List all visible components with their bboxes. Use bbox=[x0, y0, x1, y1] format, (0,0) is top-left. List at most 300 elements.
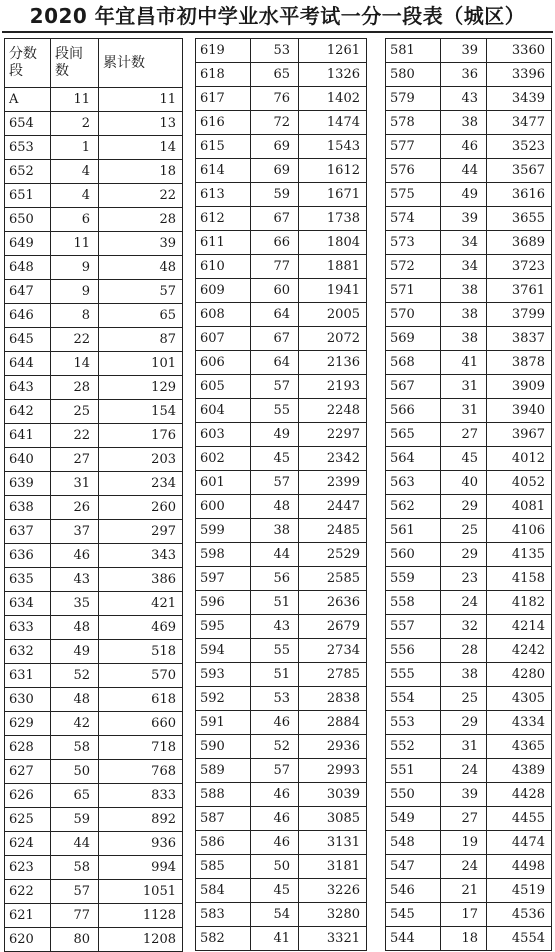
score-cell: 621 bbox=[5, 904, 51, 928]
table-row bbox=[5, 544, 183, 568]
cumulative-cell: 618 bbox=[99, 688, 183, 712]
table-row bbox=[386, 807, 552, 831]
score-cell: 548 bbox=[386, 831, 441, 855]
cumulative-cell: 4455 bbox=[487, 807, 552, 831]
count-cell: 46 bbox=[251, 807, 299, 831]
cumulative-cell: 39 bbox=[99, 232, 183, 256]
table-row bbox=[5, 88, 183, 112]
table-row bbox=[5, 832, 183, 856]
cumulative-cell: 570 bbox=[99, 664, 183, 688]
count-cell: 29 bbox=[441, 543, 487, 567]
cumulative-cell: 2679 bbox=[299, 615, 367, 639]
table-row bbox=[386, 783, 552, 807]
count-cell: 46 bbox=[51, 544, 99, 568]
count-cell: 11 bbox=[51, 232, 99, 256]
table-header-row bbox=[5, 39, 183, 88]
score-cell: 576 bbox=[386, 159, 441, 183]
score-cell: 562 bbox=[386, 495, 441, 519]
cumulative-cell: 518 bbox=[99, 640, 183, 664]
score-cell: 550 bbox=[386, 783, 441, 807]
table-row bbox=[196, 135, 367, 159]
count-cell: 37 bbox=[51, 520, 99, 544]
count-cell: 21 bbox=[441, 879, 487, 903]
cumulative-cell: 28 bbox=[99, 208, 183, 232]
score-cell: 579 bbox=[386, 87, 441, 111]
cumulative-cell: 768 bbox=[99, 760, 183, 784]
score-cell: 620 bbox=[5, 928, 51, 952]
score-cell: 599 bbox=[196, 519, 251, 543]
table-row bbox=[5, 496, 183, 520]
table-row bbox=[386, 279, 552, 303]
cumulative-cell: 3909 bbox=[487, 375, 552, 399]
table-row bbox=[5, 376, 183, 400]
table-row bbox=[386, 207, 552, 231]
table-row bbox=[386, 375, 552, 399]
cumulative-cell: 994 bbox=[99, 856, 183, 880]
cumulative-cell: 2838 bbox=[299, 687, 367, 711]
score-cell: 582 bbox=[196, 927, 251, 951]
table-row bbox=[5, 112, 183, 136]
cumulative-cell: 297 bbox=[99, 520, 183, 544]
cumulative-cell: 2399 bbox=[299, 471, 367, 495]
cumulative-cell: 3761 bbox=[487, 279, 552, 303]
table-row bbox=[196, 87, 367, 111]
table-row bbox=[386, 255, 552, 279]
count-cell: 32 bbox=[441, 615, 487, 639]
cumulative-cell: 3280 bbox=[299, 903, 367, 927]
score-cell: 564 bbox=[386, 447, 441, 471]
table-row bbox=[196, 807, 367, 831]
cumulative-cell: 892 bbox=[99, 808, 183, 832]
header-score: 分数段 bbox=[5, 39, 51, 88]
count-cell: 46 bbox=[251, 783, 299, 807]
score-cell: 594 bbox=[196, 639, 251, 663]
cumulative-cell: 234 bbox=[99, 472, 183, 496]
table-row bbox=[5, 736, 183, 760]
count-cell: 4 bbox=[51, 184, 99, 208]
table-row bbox=[196, 543, 367, 567]
cumulative-cell: 2072 bbox=[299, 327, 367, 351]
score-cell: 585 bbox=[196, 855, 251, 879]
cumulative-cell: 2485 bbox=[299, 519, 367, 543]
table-row bbox=[196, 39, 367, 63]
count-cell: 60 bbox=[251, 279, 299, 303]
score-cell: 627 bbox=[5, 760, 51, 784]
count-cell: 43 bbox=[441, 87, 487, 111]
score-cell: 571 bbox=[386, 279, 441, 303]
table-row bbox=[5, 760, 183, 784]
score-cell: 588 bbox=[196, 783, 251, 807]
count-cell: 59 bbox=[251, 183, 299, 207]
cumulative-cell: 1941 bbox=[299, 279, 367, 303]
score-cell: 597 bbox=[196, 567, 251, 591]
score-cell: 584 bbox=[196, 879, 251, 903]
count-cell: 58 bbox=[51, 736, 99, 760]
score-cell: 630 bbox=[5, 688, 51, 712]
score-cell: 623 bbox=[5, 856, 51, 880]
count-cell: 39 bbox=[441, 39, 487, 63]
score-cell: 639 bbox=[5, 472, 51, 496]
count-cell: 53 bbox=[251, 39, 299, 63]
table-row bbox=[386, 159, 552, 183]
table-row bbox=[196, 327, 367, 351]
cumulative-cell: 3940 bbox=[487, 399, 552, 423]
table-row bbox=[5, 160, 183, 184]
score-cell: 591 bbox=[196, 711, 251, 735]
score-cell: 626 bbox=[5, 784, 51, 808]
count-cell: 50 bbox=[51, 760, 99, 784]
cumulative-cell: 3799 bbox=[487, 303, 552, 327]
count-cell: 76 bbox=[251, 87, 299, 111]
table-row bbox=[5, 448, 183, 472]
score-cell: 637 bbox=[5, 520, 51, 544]
cumulative-cell: 4012 bbox=[487, 447, 552, 471]
cumulative-cell: 176 bbox=[99, 424, 183, 448]
table-row bbox=[196, 831, 367, 855]
cumulative-cell: 4182 bbox=[487, 591, 552, 615]
count-cell: 25 bbox=[441, 687, 487, 711]
table-row bbox=[386, 663, 552, 687]
cumulative-cell: 2785 bbox=[299, 663, 367, 687]
count-cell: 24 bbox=[441, 759, 487, 783]
table-row bbox=[196, 471, 367, 495]
table-row bbox=[386, 183, 552, 207]
score-cell: 593 bbox=[196, 663, 251, 687]
cumulative-cell: 4554 bbox=[487, 927, 552, 951]
cumulative-cell: 4158 bbox=[487, 567, 552, 591]
score-cell: 569 bbox=[386, 327, 441, 351]
score-cell: 583 bbox=[196, 903, 251, 927]
table-row bbox=[196, 567, 367, 591]
score-cell: 619 bbox=[196, 39, 251, 63]
cumulative-cell: 2936 bbox=[299, 735, 367, 759]
count-cell: 31 bbox=[441, 735, 487, 759]
score-cell: 567 bbox=[386, 375, 441, 399]
table-row bbox=[5, 208, 183, 232]
cumulative-cell: 14 bbox=[99, 136, 183, 160]
cumulative-cell: 18 bbox=[99, 160, 183, 184]
score-cell: 575 bbox=[386, 183, 441, 207]
table-row bbox=[5, 856, 183, 880]
score-cell: 654 bbox=[5, 112, 51, 136]
score-cell: 642 bbox=[5, 400, 51, 424]
count-cell: 64 bbox=[251, 303, 299, 327]
score-cell: 604 bbox=[196, 399, 251, 423]
score-cell: 610 bbox=[196, 255, 251, 279]
cumulative-cell: 1612 bbox=[299, 159, 367, 183]
table-row bbox=[386, 231, 552, 255]
count-cell: 38 bbox=[441, 663, 487, 687]
score-cell: 633 bbox=[5, 616, 51, 640]
count-cell: 6 bbox=[51, 208, 99, 232]
score-cell: 643 bbox=[5, 376, 51, 400]
score-cell: 573 bbox=[386, 231, 441, 255]
table-row bbox=[5, 808, 183, 832]
score-cell: 629 bbox=[5, 712, 51, 736]
cumulative-cell: 3878 bbox=[487, 351, 552, 375]
count-cell: 31 bbox=[441, 375, 487, 399]
count-cell: 46 bbox=[251, 711, 299, 735]
score-cell: 592 bbox=[196, 687, 251, 711]
table-row bbox=[196, 687, 367, 711]
table-row bbox=[386, 711, 552, 735]
count-cell: 9 bbox=[51, 280, 99, 304]
score-cell: 615 bbox=[196, 135, 251, 159]
score-cell: 613 bbox=[196, 183, 251, 207]
score-cell: 649 bbox=[5, 232, 51, 256]
score-cell: 636 bbox=[5, 544, 51, 568]
count-cell: 19 bbox=[441, 831, 487, 855]
table-row bbox=[196, 111, 367, 135]
count-cell: 57 bbox=[251, 375, 299, 399]
cumulative-cell: 65 bbox=[99, 304, 183, 328]
table-row bbox=[5, 184, 183, 208]
score-cell: 566 bbox=[386, 399, 441, 423]
header-count: 段间数 bbox=[51, 39, 99, 88]
count-cell: 38 bbox=[441, 303, 487, 327]
cumulative-cell: 4280 bbox=[487, 663, 552, 687]
count-cell: 66 bbox=[251, 231, 299, 255]
cumulative-cell: 1671 bbox=[299, 183, 367, 207]
cumulative-cell: 2248 bbox=[299, 399, 367, 423]
score-cell: A bbox=[5, 88, 51, 112]
cumulative-cell: 4519 bbox=[487, 879, 552, 903]
cumulative-cell: 3477 bbox=[487, 111, 552, 135]
cumulative-cell: 1261 bbox=[299, 39, 367, 63]
count-cell: 45 bbox=[251, 879, 299, 903]
score-cell: 551 bbox=[386, 759, 441, 783]
table-row bbox=[386, 87, 552, 111]
cumulative-cell: 1543 bbox=[299, 135, 367, 159]
score-cell: 549 bbox=[386, 807, 441, 831]
score-cell: 624 bbox=[5, 832, 51, 856]
table-row bbox=[196, 783, 367, 807]
table-row bbox=[196, 903, 367, 927]
table-row bbox=[386, 591, 552, 615]
count-cell: 44 bbox=[51, 832, 99, 856]
score-cell: 560 bbox=[386, 543, 441, 567]
score-cell: 628 bbox=[5, 736, 51, 760]
cumulative-cell: 1402 bbox=[299, 87, 367, 111]
score-cell: 570 bbox=[386, 303, 441, 327]
count-cell: 24 bbox=[441, 855, 487, 879]
cumulative-cell: 1208 bbox=[99, 928, 183, 952]
cumulative-cell: 2529 bbox=[299, 543, 367, 567]
count-cell: 38 bbox=[251, 519, 299, 543]
cumulative-cell: 3723 bbox=[487, 255, 552, 279]
table-row bbox=[5, 520, 183, 544]
cumulative-cell: 3523 bbox=[487, 135, 552, 159]
count-cell: 41 bbox=[441, 351, 487, 375]
table-row bbox=[5, 304, 183, 328]
count-cell: 65 bbox=[51, 784, 99, 808]
score-cell: 609 bbox=[196, 279, 251, 303]
count-cell: 29 bbox=[441, 711, 487, 735]
cumulative-cell: 3085 bbox=[299, 807, 367, 831]
score-cell: 556 bbox=[386, 639, 441, 663]
table-row bbox=[196, 855, 367, 879]
count-cell: 67 bbox=[251, 207, 299, 231]
count-cell: 55 bbox=[251, 399, 299, 423]
count-cell: 58 bbox=[51, 856, 99, 880]
table-row bbox=[386, 855, 552, 879]
score-cell: 638 bbox=[5, 496, 51, 520]
score-cell: 559 bbox=[386, 567, 441, 591]
score-cell: 574 bbox=[386, 207, 441, 231]
count-cell: 29 bbox=[441, 495, 487, 519]
count-cell: 48 bbox=[251, 495, 299, 519]
score-cell: 648 bbox=[5, 256, 51, 280]
table-row bbox=[196, 447, 367, 471]
score-cell: 632 bbox=[5, 640, 51, 664]
cumulative-cell: 129 bbox=[99, 376, 183, 400]
cumulative-cell: 3321 bbox=[299, 927, 367, 951]
score-cell: 605 bbox=[196, 375, 251, 399]
table-row bbox=[196, 879, 367, 903]
count-cell: 24 bbox=[441, 591, 487, 615]
count-cell: 1 bbox=[51, 136, 99, 160]
score-cell: 578 bbox=[386, 111, 441, 135]
score-cell: 545 bbox=[386, 903, 441, 927]
count-cell: 50 bbox=[251, 855, 299, 879]
cumulative-cell: 3396 bbox=[487, 63, 552, 87]
table-row bbox=[5, 232, 183, 256]
score-cell: 647 bbox=[5, 280, 51, 304]
cumulative-cell: 2585 bbox=[299, 567, 367, 591]
count-cell: 56 bbox=[251, 567, 299, 591]
count-cell: 38 bbox=[441, 111, 487, 135]
cumulative-cell: 3655 bbox=[487, 207, 552, 231]
cumulative-cell: 2193 bbox=[299, 375, 367, 399]
score-cell: 544 bbox=[386, 927, 441, 951]
count-cell: 69 bbox=[251, 135, 299, 159]
table-row bbox=[196, 207, 367, 231]
score-cell: 563 bbox=[386, 471, 441, 495]
table-row bbox=[196, 639, 367, 663]
score-cell: 547 bbox=[386, 855, 441, 879]
score-cell: 616 bbox=[196, 111, 251, 135]
table-row bbox=[386, 687, 552, 711]
cumulative-cell: 3967 bbox=[487, 423, 552, 447]
count-cell: 18 bbox=[441, 927, 487, 951]
count-cell: 17 bbox=[441, 903, 487, 927]
count-cell: 57 bbox=[251, 759, 299, 783]
cumulative-cell: 2993 bbox=[299, 759, 367, 783]
table-row bbox=[196, 231, 367, 255]
cumulative-cell: 718 bbox=[99, 736, 183, 760]
count-cell: 48 bbox=[51, 688, 99, 712]
cumulative-cell: 260 bbox=[99, 496, 183, 520]
cumulative-cell: 3360 bbox=[487, 39, 552, 63]
score-cell: 650 bbox=[5, 208, 51, 232]
count-cell: 72 bbox=[251, 111, 299, 135]
cumulative-cell: 3226 bbox=[299, 879, 367, 903]
cumulative-cell: 154 bbox=[99, 400, 183, 424]
cumulative-cell: 1474 bbox=[299, 111, 367, 135]
score-cell: 558 bbox=[386, 591, 441, 615]
table-row bbox=[196, 495, 367, 519]
cumulative-cell: 2636 bbox=[299, 591, 367, 615]
score-cell: 606 bbox=[196, 351, 251, 375]
cumulative-cell: 3837 bbox=[487, 327, 552, 351]
cumulative-cell: 343 bbox=[99, 544, 183, 568]
count-cell: 42 bbox=[51, 712, 99, 736]
score-cell: 595 bbox=[196, 615, 251, 639]
cumulative-cell: 3181 bbox=[299, 855, 367, 879]
cumulative-cell: 11 bbox=[99, 88, 183, 112]
cumulative-cell: 4498 bbox=[487, 855, 552, 879]
score-cell: 611 bbox=[196, 231, 251, 255]
count-cell: 57 bbox=[51, 880, 99, 904]
score-cell: 644 bbox=[5, 352, 51, 376]
count-cell: 28 bbox=[51, 376, 99, 400]
table-row bbox=[5, 280, 183, 304]
table-row bbox=[386, 399, 552, 423]
count-cell: 22 bbox=[51, 328, 99, 352]
table-row bbox=[196, 759, 367, 783]
count-cell: 53 bbox=[251, 687, 299, 711]
count-cell: 2 bbox=[51, 112, 99, 136]
table-row bbox=[5, 568, 183, 592]
score-cell: 617 bbox=[196, 87, 251, 111]
count-cell: 27 bbox=[441, 807, 487, 831]
score-cell: 651 bbox=[5, 184, 51, 208]
count-cell: 26 bbox=[51, 496, 99, 520]
cumulative-cell: 2005 bbox=[299, 303, 367, 327]
score-cell: 602 bbox=[196, 447, 251, 471]
table-row bbox=[386, 519, 552, 543]
cumulative-cell: 421 bbox=[99, 592, 183, 616]
cumulative-cell: 1128 bbox=[99, 904, 183, 928]
table-row bbox=[386, 903, 552, 927]
table-row bbox=[5, 592, 183, 616]
count-cell: 38 bbox=[441, 327, 487, 351]
score-cell: 587 bbox=[196, 807, 251, 831]
table-row bbox=[196, 351, 367, 375]
score-cell: 603 bbox=[196, 423, 251, 447]
cumulative-cell: 3616 bbox=[487, 183, 552, 207]
cumulative-cell: 4536 bbox=[487, 903, 552, 927]
score-cell: 600 bbox=[196, 495, 251, 519]
cumulative-cell: 2297 bbox=[299, 423, 367, 447]
cumulative-cell: 386 bbox=[99, 568, 183, 592]
count-cell: 4 bbox=[51, 160, 99, 184]
table-row bbox=[386, 567, 552, 591]
score-cell: 546 bbox=[386, 879, 441, 903]
count-cell: 69 bbox=[251, 159, 299, 183]
cumulative-cell: 3039 bbox=[299, 783, 367, 807]
cumulative-cell: 4135 bbox=[487, 543, 552, 567]
score-cell: 607 bbox=[196, 327, 251, 351]
cumulative-cell: 2734 bbox=[299, 639, 367, 663]
score-cell: 554 bbox=[386, 687, 441, 711]
score-cell: 596 bbox=[196, 591, 251, 615]
count-cell: 27 bbox=[441, 423, 487, 447]
count-cell: 28 bbox=[441, 639, 487, 663]
count-cell: 48 bbox=[51, 616, 99, 640]
table-row bbox=[5, 136, 183, 160]
count-cell: 54 bbox=[251, 903, 299, 927]
table-row bbox=[196, 423, 367, 447]
score-cell: 561 bbox=[386, 519, 441, 543]
cumulative-cell: 469 bbox=[99, 616, 183, 640]
count-cell: 52 bbox=[51, 664, 99, 688]
score-cell: 645 bbox=[5, 328, 51, 352]
cumulative-cell: 4242 bbox=[487, 639, 552, 663]
table-row bbox=[386, 327, 552, 351]
score-cell: 586 bbox=[196, 831, 251, 855]
score-cell: 580 bbox=[386, 63, 441, 87]
